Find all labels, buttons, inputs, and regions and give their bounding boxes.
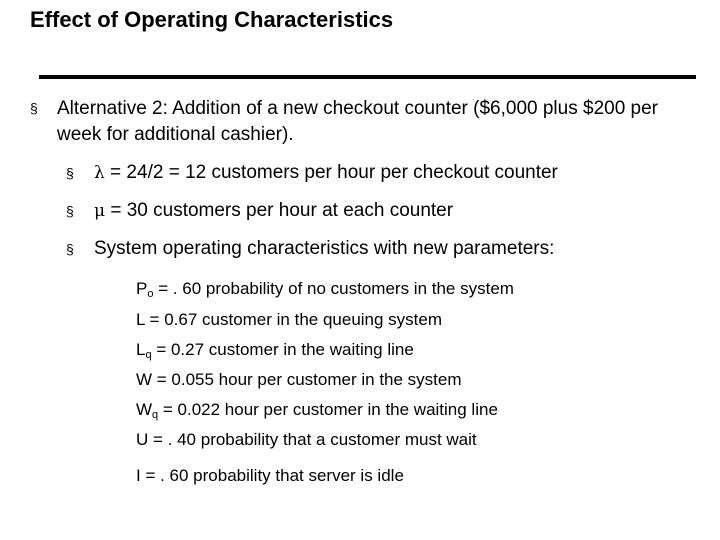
lambda-symbol: λ	[94, 163, 105, 183]
slide-title: Effect of Operating Characteristics	[30, 7, 394, 32]
system-text: System operating characteristics with new parameters:	[94, 238, 555, 259]
char-wq: $W_q = 0.022$ hour per customer in the waiting line	[136, 400, 498, 421]
bullet-alternative	[30, 96, 690, 148]
bullet-system	[66, 236, 706, 262]
char-p0: $P_o$ = . 60 probability of no customers in the system	[136, 279, 514, 300]
mu-text: = 30 customers per hour at each counter	[105, 200, 454, 221]
mu-symbol: μ	[94, 201, 106, 221]
bullet-icon: §	[30, 100, 38, 116]
title-divider	[39, 75, 696, 79]
char-w: W = 0.055 hour per customer in the system	[136, 370, 462, 389]
char-i: I = . 60 probability that server is idle	[136, 466, 404, 485]
bullet-mu	[66, 198, 706, 224]
bullet-lambda	[66, 160, 706, 186]
char-l: L = 0.67 customer in the queuing system	[136, 310, 443, 329]
lambda-text: = 24/2 = 12 customers per hour per checkout counter	[104, 162, 558, 183]
bullet-icon: §	[66, 203, 74, 219]
char-u: U = . 40 probability that a customer must wait	[136, 430, 477, 449]
bullet-icon: §	[66, 165, 74, 181]
alternative-text: Alternative 2: Addition of a new checkout counter ($6,000 plus $200 per week for additional cashier).	[57, 98, 659, 145]
bullet-icon: §	[66, 241, 74, 257]
char-lq: $L_q = 0.27$ customer in the waiting line	[136, 340, 414, 361]
